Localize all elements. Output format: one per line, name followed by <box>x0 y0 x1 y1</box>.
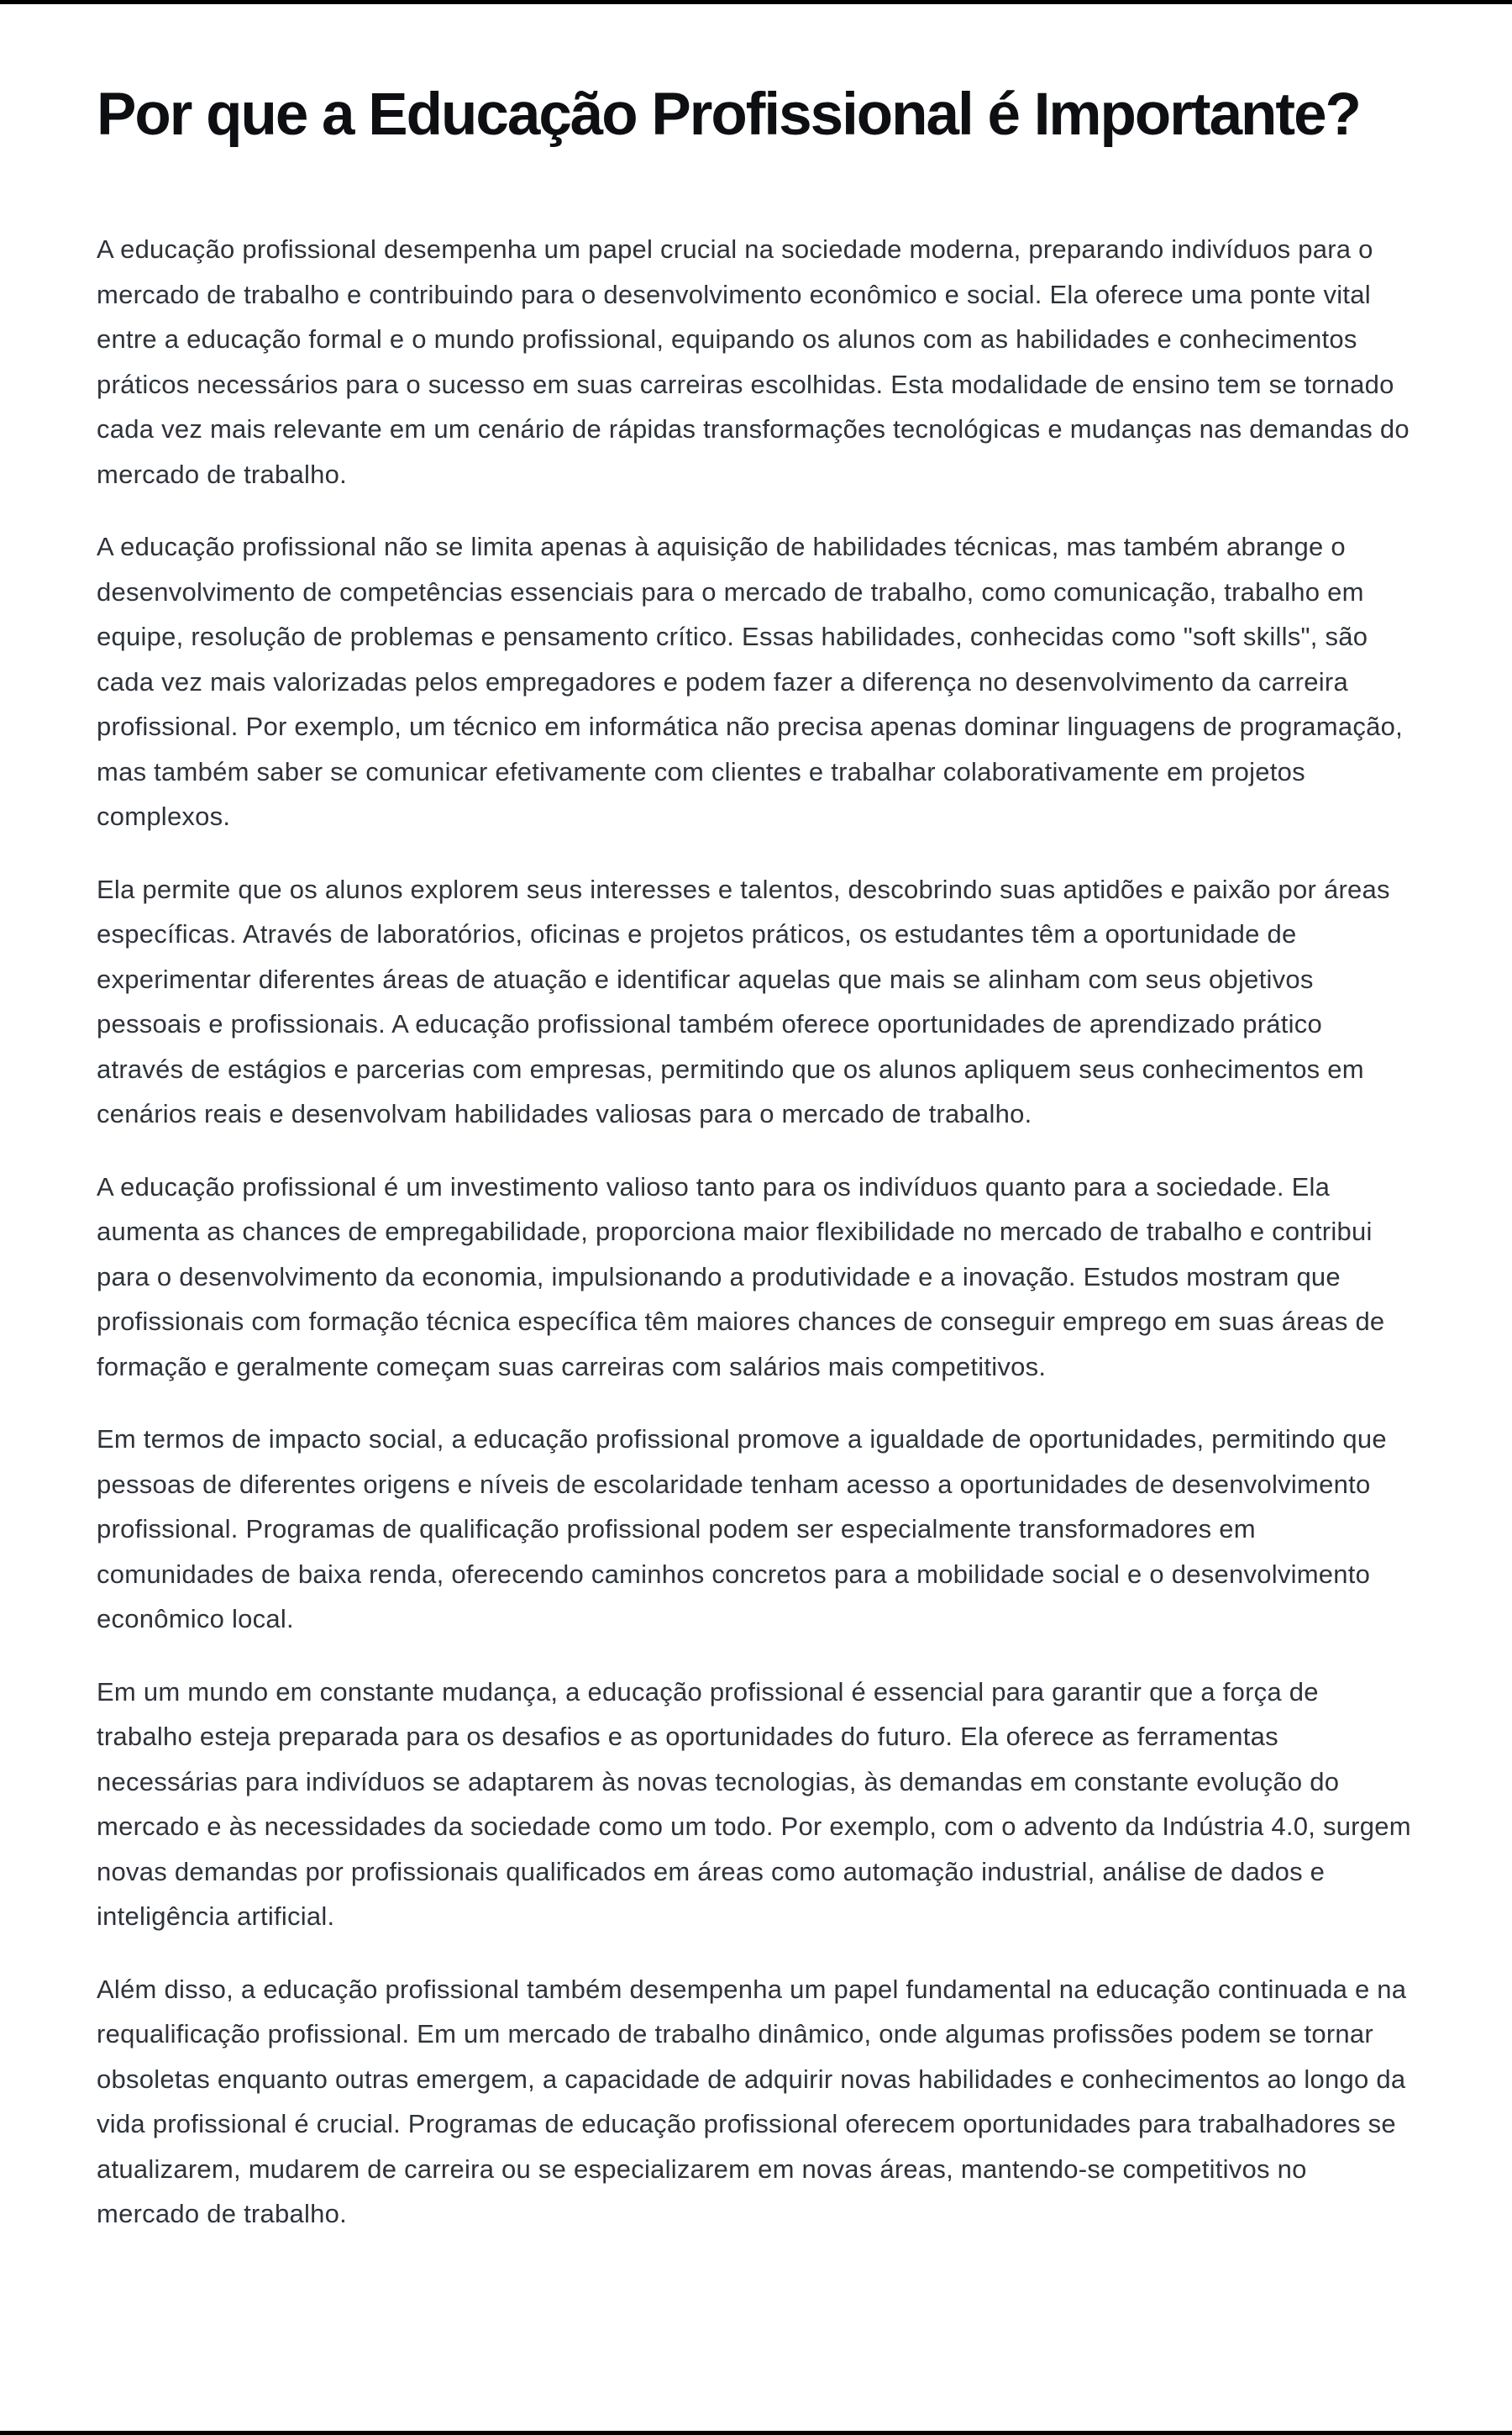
top-border-bar <box>0 0 1512 4</box>
article-paragraph: Além disso, a educação profissional também desempenha um papel fundamental na educação continuada e na requalificação profissional. Em um mercado de trabalho dinâmico, onde algumas profissões podem se tornar obsoletas enquanto outras emergem, a capacidade de adquirir novas habilidades e conhecimentos ao longo da vida profissional é crucial. Programas de educação profissional oferecem oportunidades para trabalhadores se atualizarem, mudarem de carreira ou se especializarem em novas áreas, mantendo-se competitivos no mercado de trabalho. <box>97 1974 1407 2228</box>
article-paragraph: Em termos de impacto social, a educação profissional promove a igualdade de oportunidades, permitindo que pessoas de diferentes origens e níveis de escolaridade tenham acesso a oportunidades de desenvolvimento profissional. Programas de qualificação profissional podem ser especialmente transformadores em comunidades de baixa renda, oferecendo caminhos concretos para a mobilidade social e o desenvolvimento econômico local. <box>97 1424 1387 1633</box>
article-body <box>97 0 1415 2237</box>
article-paragraph: A educação profissional não se limita apenas à aquisição de habilidades técnicas, mas também abrange o desenvolvimento de competências essenciais para o mercado de trabalho, como comunicação, trabalho em equipe, resolução de problemas e pensamento crítico. Essas habilidades, conhecidas como "soft skills", são cada vez mais valorizadas pelos empregadores e podem fazer a diferença no desenvolvimento da carreira profissional. Por exemplo, um técnico em informática não precisa apenas dominar linguagens de programação, mas também saber se comunicar efetivamente com clientes e trabalhar colaborativamente em projetos complexos. <box>97 532 1403 831</box>
article-paragraph: Ela permite que os alunos explorem seus interesses e talentos, descobrindo suas aptidões e paixão por áreas específicas. Através de laboratórios, oficinas e projetos práticos, os estudantes têm a oportunidade de experimentar diferentes áreas de atuação e identificar aquelas que mais se alinham com seus objetivos pessoais e profissionais. A educação profissional também oferece oportunidades de aprendizado prático através de estágios e parcerias com empresas, permitindo que os alunos apliquem seus conhecimentos em cenários reais e desenvolvam habilidades valiosas para o mercado de trabalho. <box>97 874 1390 1128</box>
bottom-border-bar <box>0 2431 1512 2435</box>
article-paragraph: Em um mundo em constante mudança, a educação profissional é essencial para garantir que a força de trabalho esteja preparada para os desafios e as oportunidades do futuro. Ela oferece as ferramentas necessárias para indivíduos se adaptarem às novas tecnologias, às demandas em constante evolução do mercado e às necessidades da sociedade como um todo. Por exemplo, com o advento da Indústria 4.0, surgem novas demandas por profissionais qualificados em áreas como automação industrial, análise de dados e inteligência artificial. <box>97 1676 1411 1931</box>
page-title: Por que a Educação Profissional é Importante? <box>97 82 1360 148</box>
article-paragraph: A educação profissional é um investimento valioso tanto para os indivíduos quanto para a sociedade. Ela aumenta as chances de empregabilidade, proporciona maior flexibilidade no mercado de trabalho e contribui para o desenvolvimento da economia, impulsionando a produtividade e a inovação. Estudos mostram que profissionais com formação técnica específica têm maiores chances de conseguir emprego em suas áreas de formação e geralmente começam suas carreiras com salários mais competitivos. <box>97 1171 1385 1381</box>
article-paragraph: A educação profissional desempenha um papel crucial na sociedade moderna, preparando indivíduos para o mercado de trabalho e contribuindo para o desenvolvimento econômico e social. Ela oferece uma ponte vital entre a educação formal e o mundo profissional, equipando os alunos com as habilidades e conhecimentos práticos necessários para o sucesso em suas carreiras escolhidas. Esta modalidade de ensino tem se tornado cada vez mais relevante em um cenário de rápidas transformações tecnológicas e mudanças nas demandas do mercado de trabalho. <box>97 234 1410 489</box>
